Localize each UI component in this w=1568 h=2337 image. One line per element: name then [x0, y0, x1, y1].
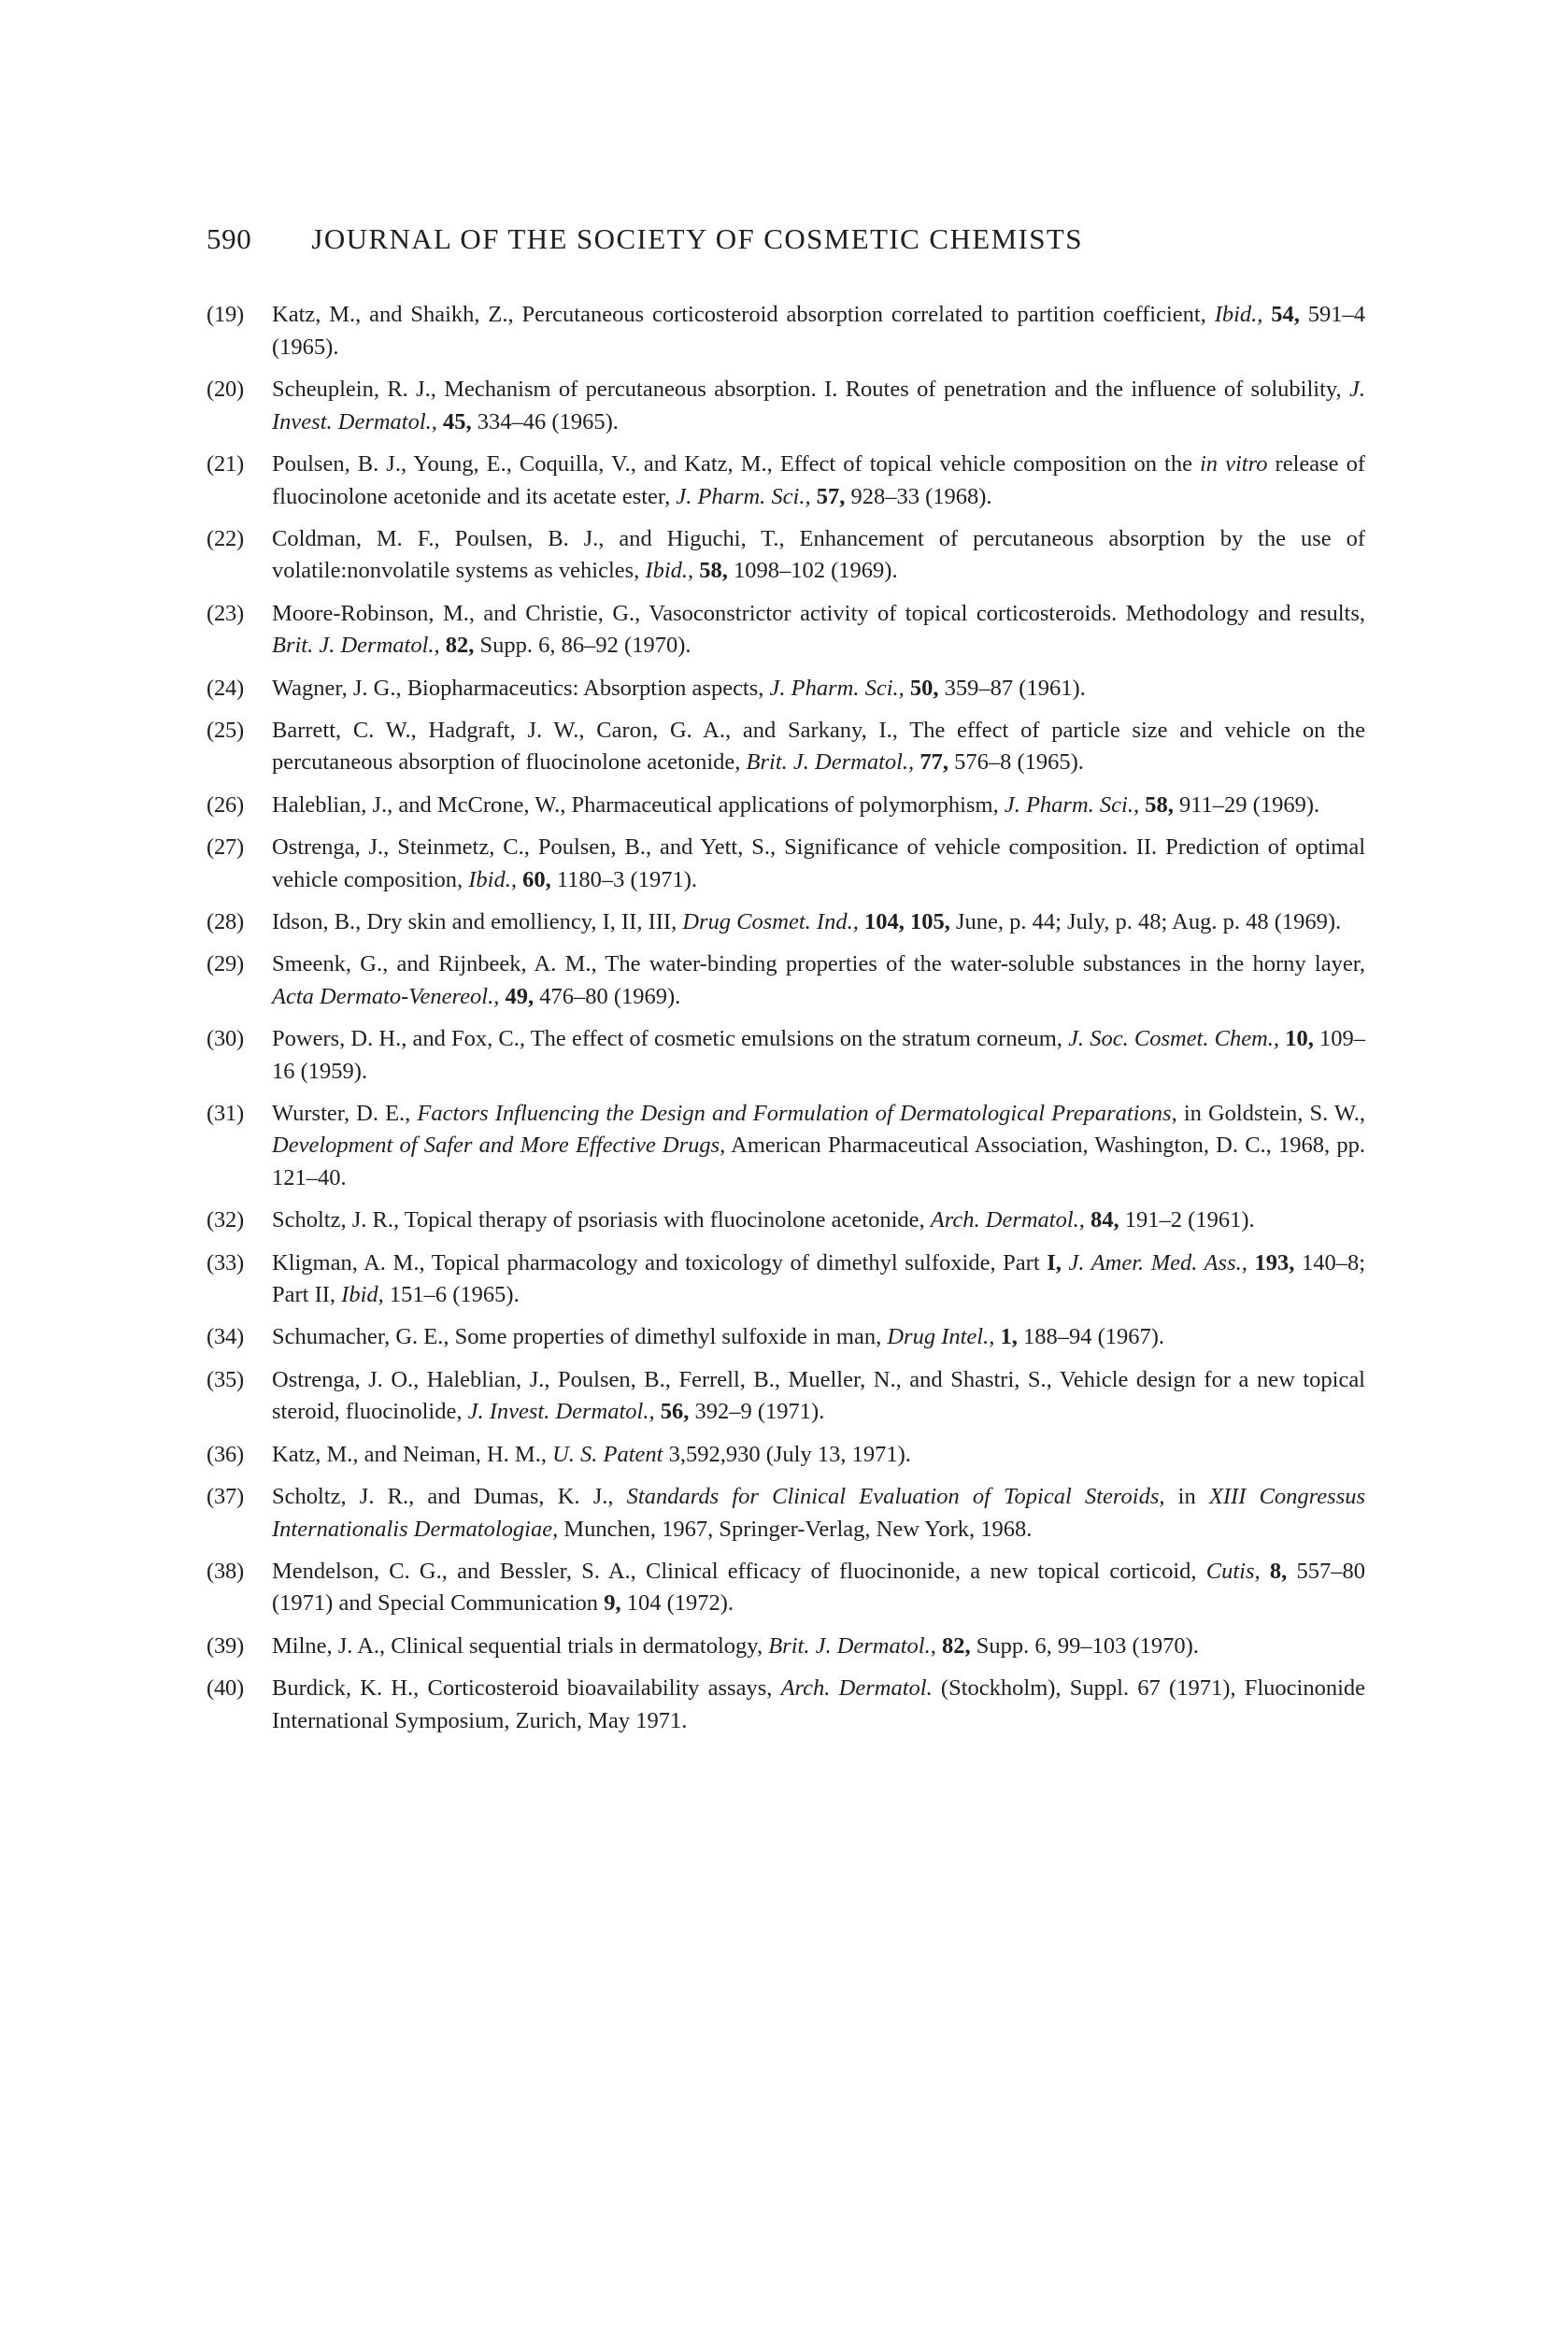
reference-segment: J. Amer. Med. Ass.,	[1068, 1249, 1247, 1275]
reference-segment: 392–9 (1971).	[689, 1399, 825, 1425]
reference-segment: Ostrenga, J. O., Haleblian, J., Poulsen, B., Ferrell, B., Mueller, N., and Shastri, S., Vehicle design for a new topical steroid, fluocinolide,	[272, 1366, 1365, 1425]
reference-text	[272, 1439, 1365, 1472]
reference-text	[272, 906, 1365, 939]
reference-text	[272, 790, 1365, 822]
reference-item	[207, 299, 1365, 363]
reference-number: (20)	[207, 376, 245, 402]
reference-segment: (Stockholm), Suppl. 67 (1971), Fluocinonide International Symposium, Zurich, May 1971.	[272, 1674, 1365, 1733]
reference-segment: 57,	[810, 483, 846, 509]
reference-segment: J. Soc. Cosmet. Chem.,	[1068, 1025, 1280, 1051]
reference-item	[207, 832, 1365, 896]
reference-segment: 334–46 (1965).	[471, 408, 619, 435]
reference-segment: Barrett, C. W., Hadgraft, J. W., Caron, G. A., and Sarkany, I., The effect of particle size and vehicle on the percutaneous absorption of fluocinolone acetonide,	[272, 717, 1365, 776]
reference-number: (24)	[207, 675, 245, 701]
page-number: 590	[207, 222, 252, 255]
reference-segment: 3,592,930 (July 13, 1971).	[663, 1441, 911, 1467]
reference-list	[207, 299, 1365, 1747]
reference-segment: Poulsen, B. J., Young, E., Coquilla, V., and Katz, M., Effect of topical vehicle composition on the	[272, 450, 1200, 477]
reference-number: (38)	[207, 1558, 245, 1584]
reference-segment: 9,	[604, 1590, 621, 1617]
reference-segment: J. Pharm. Sci.,	[769, 675, 905, 701]
reference-text	[272, 832, 1365, 896]
reference-segment: Factors Influencing the Design and Formulation of Dermatological Preparations,	[417, 1100, 1177, 1126]
reference-item	[207, 374, 1365, 438]
reference-segment: American Pharmaceutical Association, Washington, D. C., 1968, pp. 121–40.	[272, 1133, 1365, 1191]
reference-segment: 54,	[1262, 302, 1300, 327]
reference-segment: 50,	[904, 675, 939, 701]
reference-item	[207, 1364, 1365, 1429]
reference-number: (32)	[207, 1207, 245, 1233]
reference-item	[207, 598, 1365, 663]
reference-segment: 191–2 (1961).	[1119, 1207, 1255, 1233]
reference-segment: Ostrenga, J., Steinmetz, C., Poulsen, B., and Yett, S., Significance of vehicle composition. II. Prediction of optimal vehicle composition,	[272, 834, 1365, 892]
reference-segment: Scholtz, J. R., and Dumas, K. J.,	[272, 1483, 627, 1509]
reference-segment: Ibid.,	[645, 558, 694, 584]
reference-segment: 49,	[499, 983, 535, 1009]
reference-item	[207, 673, 1365, 705]
reference-segment: Development of Safer and More Effective Drugs,	[272, 1133, 726, 1159]
reference-segment: Scholtz, J. R., Topical therapy of psoriasis with fluocinolone acetonide,	[272, 1207, 931, 1233]
reference-item	[207, 1023, 1365, 1088]
reference-segment: 45,	[436, 408, 472, 435]
reference-segment: 10,	[1279, 1025, 1314, 1051]
reference-segment: 60,	[516, 866, 551, 892]
reference-item	[207, 1631, 1365, 1663]
reference-segment: Burdick, K. H., Corticosteroid bioavailability assays,	[272, 1674, 781, 1701]
reference-segment: 151–6 (1965).	[383, 1282, 520, 1308]
reference-segment: Milne, J. A., Clinical sequential trials in dermatology,	[272, 1632, 769, 1659]
reference-segment: 911–29 (1969).	[1173, 791, 1320, 818]
reference-text	[272, 1321, 1365, 1354]
reference-segment: J. Pharm. Sci.,	[676, 483, 811, 509]
reference-segment: 928–33 (1968).	[845, 483, 992, 509]
reference-segment: Katz, M., and Shaikh, Z., Percutaneous corticosteroid absorption correlated to partition coefficient,	[272, 302, 1215, 327]
reference-number: (21)	[207, 450, 245, 477]
reference-item	[207, 790, 1365, 822]
reference-number: (35)	[207, 1366, 245, 1392]
reference-segment: XIII Congressus Internationalis Dermatologiae,	[272, 1483, 1366, 1542]
reference-text	[272, 1098, 1365, 1195]
reference-number: (19)	[207, 302, 245, 327]
reference-number: (34)	[207, 1324, 245, 1350]
reference-segment: 109–16 (1959).	[272, 1025, 1365, 1084]
reference-item	[207, 906, 1365, 939]
reference-segment: 188–94 (1967).	[1017, 1324, 1165, 1350]
reference-segment: Haleblian, J., and McCrone, W., Pharmaceutical applications of polymorphism,	[272, 791, 1005, 818]
reference-text	[272, 449, 1365, 513]
reference-segment: U. S. Patent	[552, 1441, 663, 1467]
reference-text	[272, 1023, 1365, 1088]
reference-segment: Cutis,	[1205, 1558, 1261, 1584]
reference-item	[207, 449, 1365, 513]
reference-segment: Coldman, M. F., Poulsen, B. J., and Higuchi, T., Enhancement of percutaneous absorption by the use of volatile:nonvolatile systems as vehicles,	[272, 525, 1365, 584]
reference-text	[272, 1631, 1365, 1663]
reference-text	[272, 1364, 1365, 1429]
reference-segment: 84,	[1084, 1207, 1119, 1233]
reference-segment: June, p. 44; July, p. 48; Aug. p. 48 (1969).	[949, 908, 1342, 934]
reference-item	[207, 948, 1365, 1013]
reference-text	[272, 715, 1365, 779]
reference-text	[272, 1673, 1365, 1737]
reference-segment: Supp. 6, 99–103 (1970).	[970, 1632, 1199, 1659]
reference-segment: 58,	[693, 558, 728, 584]
reference-segment: in vitro	[1200, 450, 1268, 477]
reference-text	[272, 1247, 1365, 1312]
reference-segment: 82,	[439, 633, 475, 659]
reference-segment: Munchen, 1967, Springer-Verlag, New York, 1968.	[558, 1516, 1033, 1542]
reference-segment: Ibid.,	[468, 866, 517, 892]
reference-segment: 77,	[914, 749, 948, 776]
reference-number: (40)	[207, 1674, 245, 1701]
reference-segment: Idson, B., Dry skin and emolliency, I, II, III,	[272, 908, 683, 934]
reference-item	[207, 1673, 1365, 1737]
reference-segment: Supp. 6, 86–92 (1970).	[474, 633, 691, 659]
reference-segment: Schumacher, G. E., Some properties of dimethyl sulfoxide in man,	[272, 1324, 888, 1350]
reference-segment: 58,	[1139, 791, 1174, 818]
reference-number: (23)	[207, 600, 245, 626]
reference-text	[272, 1481, 1365, 1546]
reference-segment: Ibid,	[341, 1282, 384, 1308]
reference-number: (30)	[207, 1025, 245, 1051]
reference-segment: Kligman, A. M., Topical pharmacology and toxicology of dimethyl sulfoxide, Part	[272, 1249, 1048, 1275]
reference-segment: 56,	[654, 1399, 690, 1425]
reference-segment: Mendelson, C. G., and Bessler, S. A., Clinical efficacy of fluocinonide, a new topical corticoid,	[272, 1558, 1206, 1584]
reference-segment: 140–8; Part II,	[272, 1249, 1366, 1308]
reference-segment: Drug Cosmet. Ind.,	[682, 908, 859, 934]
reference-segment: I,	[1047, 1249, 1062, 1275]
reference-segment	[1062, 1250, 1069, 1275]
reference-segment: 1,	[994, 1324, 1018, 1350]
reference-segment: Wagner, J. G., Biopharmaceutics: Absorption aspects,	[272, 675, 770, 701]
reference-number: (33)	[207, 1249, 245, 1275]
reference-item	[207, 1204, 1365, 1237]
reference-segment: 476–80 (1969).	[534, 983, 681, 1009]
reference-number: (27)	[207, 834, 245, 860]
reference-segment: release of fluocinolone acetonide and its acetate ester,	[272, 450, 1366, 509]
reference-segment: 104, 105,	[858, 908, 950, 934]
journal-title: JOURNAL OF THE SOCIETY OF COSMETIC CHEMISTS	[311, 222, 1083, 255]
reference-segment: Wurster, D. E.,	[272, 1100, 418, 1126]
reference-segment: Powers, D. H., and Fox, C., The effect of cosmetic emulsions on the stratum corneum,	[272, 1025, 1069, 1051]
reference-item	[207, 1247, 1365, 1312]
reference-number: (31)	[207, 1100, 245, 1126]
reference-segment: Scheuplein, R. J., Mechanism of percutaneous absorption. I. Routes of penetration and the influence of solubility,	[272, 376, 1349, 402]
reference-segment: Smeenk, G., and Rijnbeek, A. M., The water-binding properties of the water-soluble substances in the horny layer,	[272, 950, 1365, 976]
reference-text	[272, 374, 1365, 438]
reference-segment: in Goldstein, S. W.,	[1176, 1100, 1366, 1126]
reference-segment: Standards for Clinical Evaluation of Topical Steroids,	[626, 1483, 1165, 1509]
reference-segment: in	[1164, 1483, 1209, 1509]
reference-segment: 576–8 (1965).	[948, 749, 1084, 776]
reference-segment: Drug Intel.,	[887, 1324, 995, 1350]
reference-number: (37)	[207, 1483, 245, 1509]
reference-segment: 1098–102 (1969).	[727, 558, 898, 584]
reference-text	[272, 673, 1365, 705]
reference-text	[272, 948, 1365, 1013]
reference-segment: Ibid.,	[1214, 302, 1263, 327]
reference-segment: Brit. J. Dermatol.,	[746, 749, 915, 776]
reference-segment: 8,	[1260, 1558, 1288, 1584]
reference-segment: Moore-Robinson, M., and Christie, G., Vasoconstrictor activity of topical corticosteroids. Methodology and results,	[272, 600, 1365, 626]
reference-text	[272, 1204, 1365, 1237]
reference-segment: J. Invest. Dermatol.,	[272, 376, 1365, 435]
reference-segment: 591–4 (1965).	[272, 302, 1366, 360]
reference-segment: 104 (1972).	[620, 1590, 734, 1617]
reference-text	[272, 523, 1365, 588]
reference-number: (36)	[207, 1441, 245, 1467]
reference-text	[272, 598, 1365, 663]
reference-number: (22)	[207, 525, 245, 551]
reference-text	[272, 299, 1365, 363]
reference-segment: J. Pharm. Sci.,	[1004, 791, 1140, 818]
reference-segment: Acta Dermato-Venereol.,	[272, 983, 500, 1009]
reference-segment: Brit. J. Dermatol.,	[768, 1632, 936, 1659]
reference-number: (25)	[207, 717, 245, 743]
reference-item	[207, 1098, 1365, 1195]
reference-segment: 1180–3 (1971).	[550, 866, 698, 892]
reference-segment: 193,	[1247, 1249, 1295, 1275]
reference-number: (39)	[207, 1632, 245, 1659]
reference-item	[207, 715, 1365, 779]
reference-item	[207, 1439, 1365, 1472]
running-head	[207, 219, 1365, 260]
reference-item	[207, 1556, 1365, 1620]
reference-segment: Arch. Dermatol.	[780, 1674, 933, 1701]
reference-item	[207, 1321, 1365, 1354]
reference-segment: Katz, M., and Neiman, H. M.,	[272, 1441, 553, 1467]
reference-segment: 359–87 (1961).	[938, 675, 1086, 701]
reference-text	[272, 1556, 1365, 1620]
reference-segment: Brit. J. Dermatol.,	[272, 633, 440, 659]
reference-segment: 557–80 (1971) and Special Communication	[272, 1558, 1365, 1617]
reference-segment: Arch. Dermatol.,	[930, 1207, 1085, 1233]
reference-number: (28)	[207, 908, 245, 934]
reference-segment: J. Invest. Dermatol.,	[467, 1399, 655, 1425]
reference-segment: 82,	[935, 1632, 971, 1659]
reference-item	[207, 523, 1365, 588]
reference-number: (29)	[207, 950, 245, 976]
reference-item	[207, 1481, 1365, 1546]
reference-number: (26)	[207, 791, 245, 818]
